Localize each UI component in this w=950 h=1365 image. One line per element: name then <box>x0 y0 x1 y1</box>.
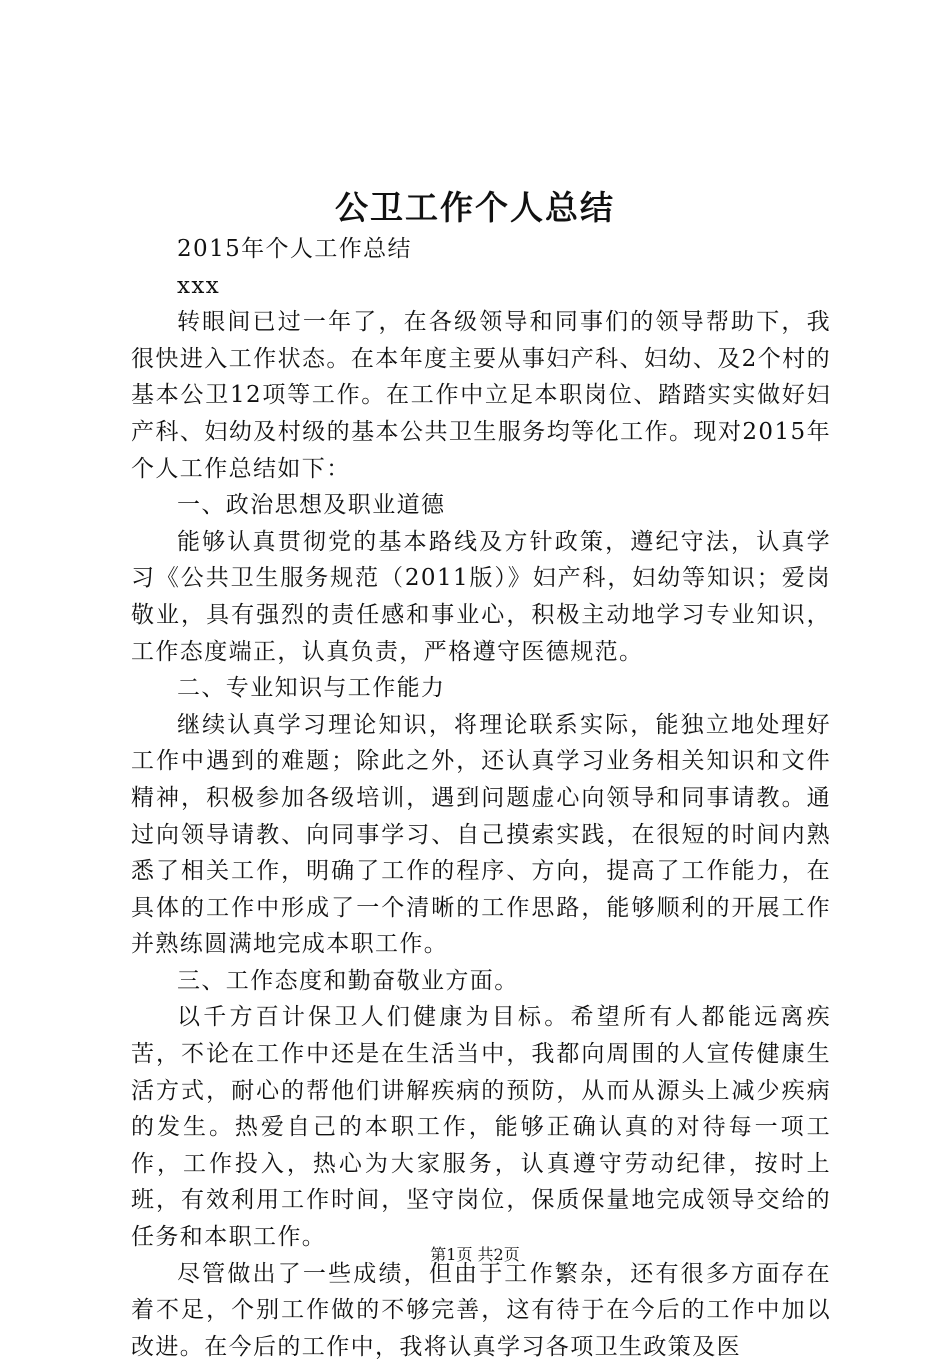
section-heading-2: 二、专业知识与工作能力 <box>177 675 446 702</box>
paragraph-intro: 转眼间已过一年了，在各级领导和同事们的领导帮助下，我很快进入工作状态。在本年度主要从事妇产科、妇幼、及2个村的基本公卫12项等工作。在工作中立足本职岗位、踏踏实实做好妇产科、妇幼及村级的基本公共卫生服务均等化工作。现对2015年个人工作总结如下： <box>131 309 831 482</box>
paragraph-subtitle: 2015年个人工作总结 <box>177 236 412 262</box>
paragraph-section-3: 以千方百计保卫人们健康为目标。希望所有人都能远离疾苦，不论在工作中还是在生活当中，我都向周围的人宣传健康生活方式，耐心的帮他们讲解疾病的预防，从而从源头上减少疾病的发生。热爱自己的本职工作，能够正确认真的对待每一项工作，工作投入，热心为大家服务，认真遵守劳动纪律，按时上班，有效利用工作时间，坚守岗位，保质保量地完成领导交给的任务和本职工作。 <box>131 1004 831 1251</box>
paragraph-closing: 尽管做出了一些成绩，但由于工作繁杂，还有很多方面存在着不足，个别工作做的不够完善，这有待于在今后的工作中加以改进。在今后的工作中，我将认真学习各项卫生政策及医 <box>131 1260 831 1360</box>
section-heading-1: 一、政治思想及职业道德 <box>177 492 446 519</box>
page-footer: 第1页 共2页 <box>430 1245 520 1264</box>
document-title: 公卫工作个人总结 <box>335 188 615 227</box>
paragraph-author: xxx <box>177 272 221 299</box>
section-heading-3: 三、工作态度和勤奋敬业方面。 <box>177 967 519 994</box>
paragraph-section-2: 继续认真学习理论知识，将理论联系实际，能独立地处理好工作中遇到的难题；除此之外，还认真学习业务相关知识和文件精神，积极参加各级培训，遇到问题虚心向领导和同事请教。通过向领导请教、向同事学习、自己摸索实践，在很短的时间内熟悉了相关工作，明确了工作的程序、方向，提高了工作能力，在具体的工作中形成了一个清晰的工作思路，能够顺利的开展工作并熟练圆满地完成本职工作。 <box>131 711 831 958</box>
document-body <box>131 231 831 1365</box>
paragraph-section-1: 能够认真贯彻党的基本路线及方针政策，遵纪守法，认真学习《公共卫生服务规范（2011版）》妇产科，妇幼等知识；爱岗敬业，具有强烈的责任感和事业心，积极主动地学习专业知识，工作态度端正，认真负责，严格遵守医德规范。 <box>131 528 831 665</box>
